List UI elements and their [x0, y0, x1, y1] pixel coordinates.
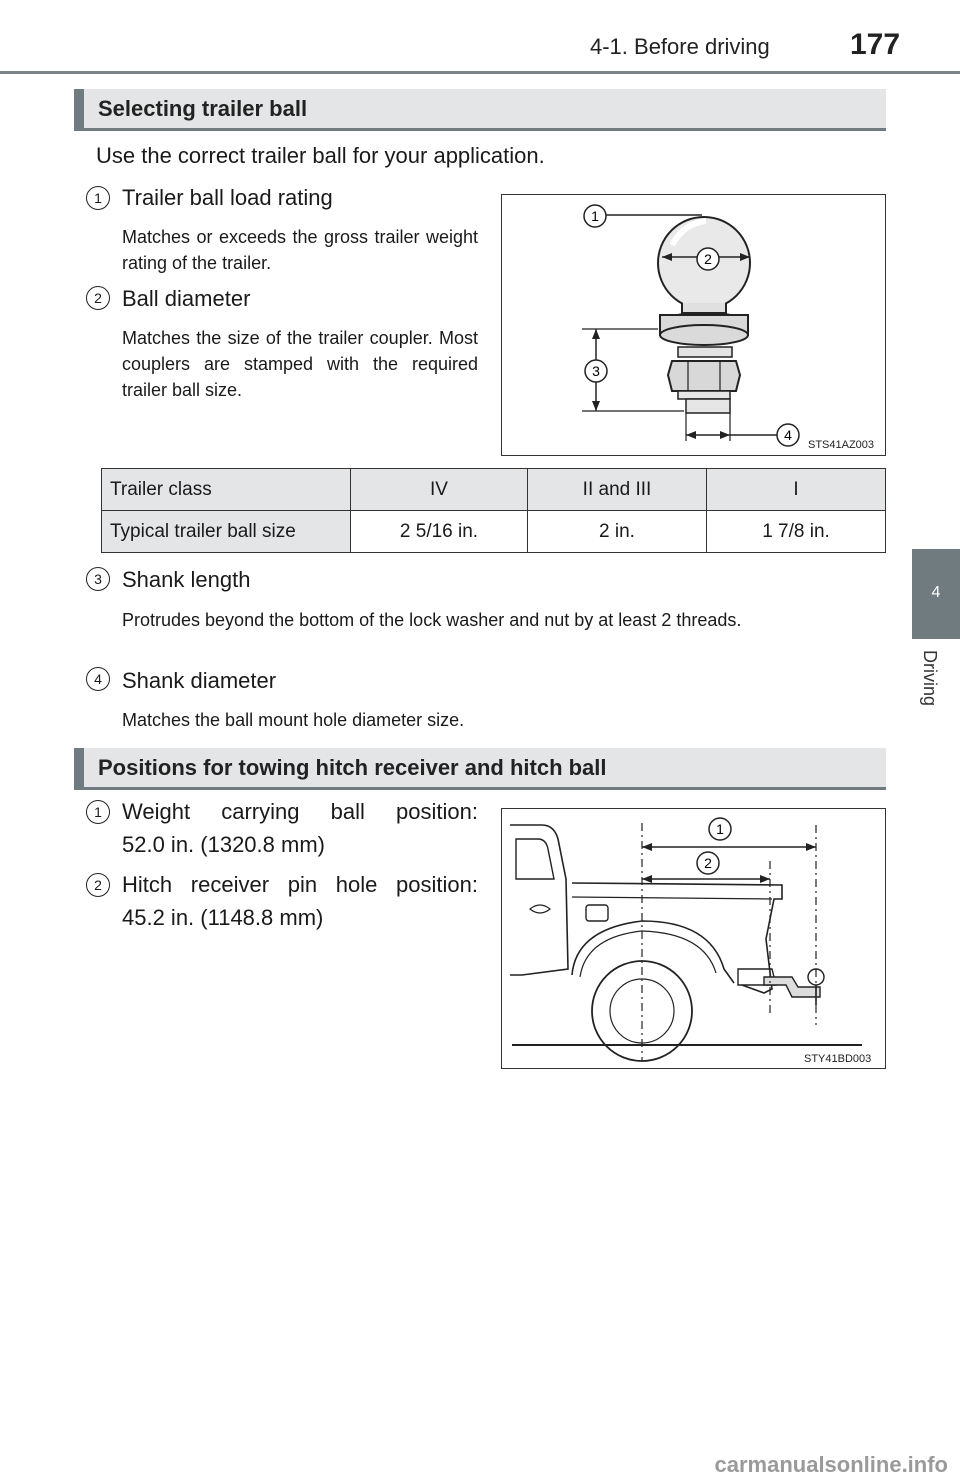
chapter-name: Driving [920, 650, 940, 707]
item-title-shank-length: Shank length [122, 567, 251, 592]
table-cell: 1 7/8 in. [707, 511, 886, 553]
svg-text:1: 1 [716, 821, 724, 837]
callout-2 [697, 248, 719, 270]
item-number-2: 2 [86, 873, 110, 897]
item-number-1: 1 [86, 186, 110, 210]
figure-code-truck: STY41BD003 [804, 1053, 872, 1065]
table-cell: IV [351, 469, 528, 511]
trailer-ball-drawing [502, 195, 884, 454]
table-header-row [102, 469, 886, 511]
item-title-ball-diameter: Ball diameter [122, 286, 251, 311]
section-heading-trailer-ball [74, 89, 886, 131]
watermark: carmanualsonline.info [714, 1452, 948, 1477]
item-title-ball-position: Weight carrying ball position: [122, 799, 478, 824]
truck-rear-drawing [502, 809, 884, 1067]
callout-4 [777, 424, 799, 446]
callout-2 [697, 852, 719, 874]
chapter-tab-rule [912, 637, 960, 639]
item-text-ball-diameter: Matches the size of the trailer coupler. Most couplers are stamped with the required trailer ball size. [122, 328, 478, 400]
item-title-load-rating: Trailer ball load rating [122, 185, 333, 210]
item-number-3: 3 [86, 567, 110, 591]
callout-3 [585, 360, 607, 382]
intro-text: Use the correct trailer ball for your application. [96, 143, 545, 168]
item-number-4: 4 [86, 667, 110, 691]
item-number-1: 1 [86, 800, 110, 824]
table-row [102, 511, 886, 553]
section-heading-text: Positions for towing hitch receiver and hitch ball [98, 754, 607, 780]
svg-text:3: 3 [592, 363, 600, 379]
table-cell: 2 in. [528, 511, 707, 553]
callout-1 [709, 818, 731, 840]
svg-text:4: 4 [784, 427, 792, 443]
table-cell: 2 5/16 in. [351, 511, 528, 553]
table-cell: Typical trailer ball size [102, 511, 351, 553]
svg-text:1: 1 [591, 208, 599, 224]
page-number: 177 [850, 28, 901, 61]
item-value-pin-hole-position: 45.2 in. (1148.8 mm) [122, 905, 324, 930]
item-value-ball-position: 52.0 in. (1320.8 mm) [122, 832, 325, 857]
trailer-ball-size-table [101, 468, 886, 553]
header-section-title: 4-1. Before driving [590, 34, 770, 59]
item-text-shank-length: Protrudes beyond the bottom of the lock washer and nut by at least 2 threads. [122, 610, 742, 630]
table-cell: II and III [528, 469, 707, 511]
chapter-name-label [909, 650, 957, 740]
table-cell: Trailer class [102, 469, 351, 511]
item-title-shank-diameter: Shank diameter [122, 668, 277, 693]
section-heading-hitch-positions [74, 748, 886, 790]
svg-text:2: 2 [704, 251, 712, 267]
section-heading-text: Selecting trailer ball [98, 95, 308, 121]
item-title-pin-hole-position: Hitch receiver pin hole position: [122, 872, 478, 897]
figure-code-ball: STS41AZ003 [808, 439, 875, 451]
figure-truck-hitch-positions [501, 808, 886, 1069]
chapter-number: 4 [931, 584, 941, 601]
callout-1 [584, 205, 606, 227]
item-number-2: 2 [86, 286, 110, 310]
header-rule [0, 71, 960, 74]
figure-trailer-ball [501, 194, 886, 456]
chapter-tab [912, 549, 960, 637]
item-text-load-rating: Matches or exceeds the gross trailer weight rating of the trailer. [122, 227, 478, 273]
table-cell: I [707, 469, 886, 511]
item-text-shank-diameter: Matches the ball mount hole diameter size. [122, 710, 465, 730]
svg-text:2: 2 [704, 855, 712, 871]
